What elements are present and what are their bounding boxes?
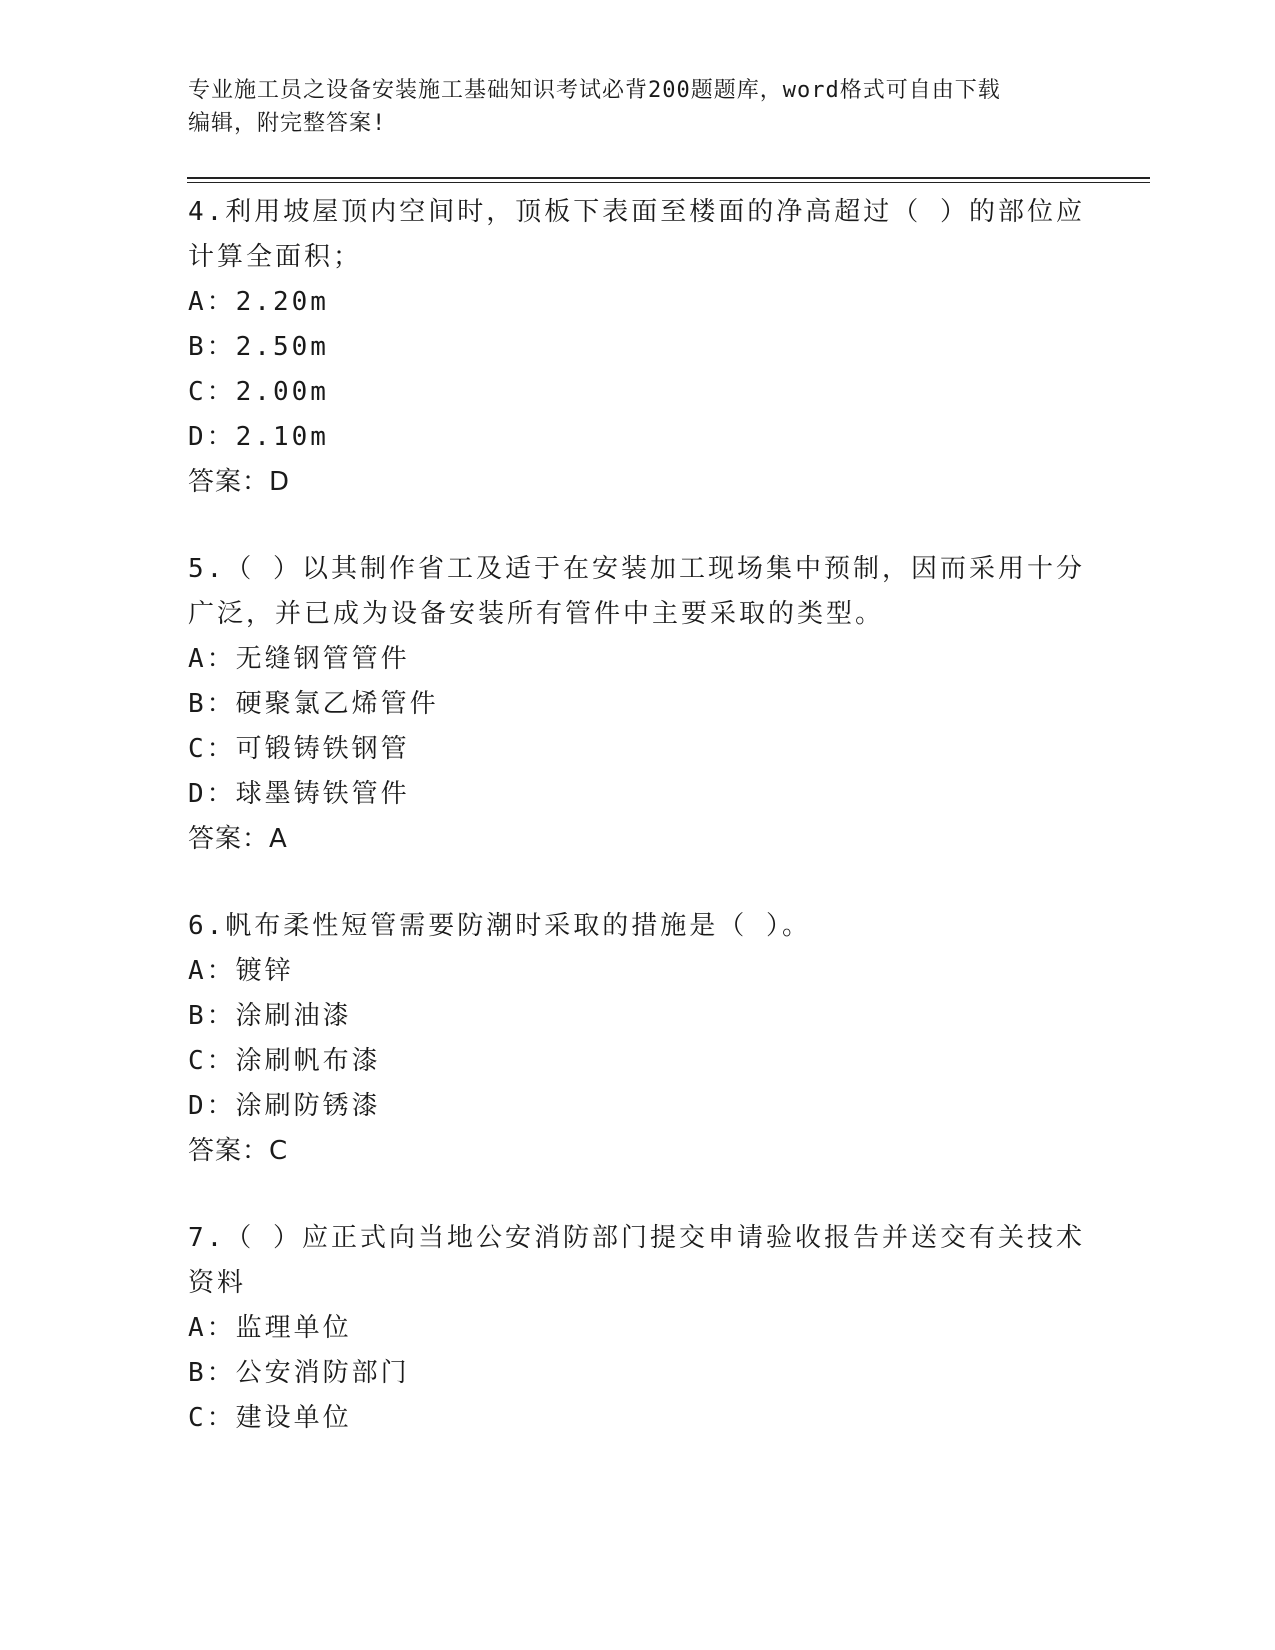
answer-option xyxy=(188,1351,1088,1396)
question-block xyxy=(188,1216,1088,1441)
option-text: 2.50m xyxy=(235,332,329,362)
option-text: 2.20m xyxy=(235,287,329,317)
answer-option xyxy=(188,370,1088,415)
option-text: 球墨铸铁管件 xyxy=(235,779,410,809)
question-spacer xyxy=(188,1173,1088,1216)
answer-option xyxy=(188,1396,1088,1441)
answer-option xyxy=(188,682,1088,727)
question-block xyxy=(188,547,1088,904)
question-block xyxy=(188,904,1088,1216)
answer-option xyxy=(188,772,1088,817)
question-spacer xyxy=(188,861,1088,904)
header-rule-thick xyxy=(187,177,1150,179)
option-text: 可锻铸铁钢管 xyxy=(235,734,410,764)
question-stem: 6.帆布柔性短管需要防潮时采取的措施是（ ）。 xyxy=(188,911,811,941)
header-rule-thin xyxy=(187,182,1150,183)
option-letter: B： xyxy=(188,1358,236,1388)
option-text: 硬聚氯乙烯管件 xyxy=(235,689,439,719)
answer-option xyxy=(188,415,1088,460)
option-text: 涂刷防锈漆 xyxy=(235,1091,381,1121)
option-letter: D： xyxy=(188,422,236,452)
option-text: 镀锌 xyxy=(235,956,294,986)
answer-key: 答案：C xyxy=(188,1136,289,1166)
option-text: 2.00m xyxy=(235,377,329,407)
answer-option xyxy=(188,1306,1088,1351)
option-letter: C： xyxy=(188,1046,236,1076)
option-text: 公安消防部门 xyxy=(235,1358,410,1388)
question-block xyxy=(188,190,1088,547)
question-list xyxy=(188,190,1088,1441)
answer-option xyxy=(188,1039,1088,1084)
answer-option xyxy=(188,994,1088,1039)
option-letter: D： xyxy=(188,1091,236,1121)
question-stem-continued: 计算全面积； xyxy=(188,242,363,272)
option-text: 监理单位 xyxy=(235,1313,352,1343)
answer-option xyxy=(188,949,1088,994)
option-letter: A： xyxy=(188,1313,236,1343)
option-letter: B： xyxy=(188,689,236,719)
option-letter: B： xyxy=(188,1001,236,1031)
option-letter: D： xyxy=(188,779,236,809)
option-letter: A： xyxy=(188,287,236,317)
option-letter: A： xyxy=(188,956,236,986)
option-letter: A： xyxy=(188,644,236,674)
answer-option xyxy=(188,727,1088,772)
option-letter: B： xyxy=(188,332,236,362)
option-letter: C： xyxy=(188,734,236,764)
question-spacer xyxy=(188,504,1088,547)
question-stem: 5.（ ）以其制作省工及适于在安装加工现场集中预制，因而采用十分 xyxy=(188,554,1085,584)
option-text: 建设单位 xyxy=(235,1403,352,1433)
header-line-1: 专业施工员之设备安装施工基础知识考试必背200题题库，word格式可自由下载 xyxy=(188,78,1001,103)
question-stem-continued: 广泛，并已成为设备安装所有管件中主要采取的类型。 xyxy=(188,599,885,629)
answer-key: 答案：A xyxy=(188,824,288,854)
question-stem-continued: 资料 xyxy=(188,1268,247,1298)
option-text: 涂刷油漆 xyxy=(235,1001,352,1031)
question-stem: 7.（ ）应正式向当地公安消防部门提交申请验收报告并送交有关技术 xyxy=(188,1223,1085,1253)
answer-option xyxy=(188,637,1088,682)
answer-option xyxy=(188,280,1088,325)
option-letter: C： xyxy=(188,377,236,407)
header-line-2: 编辑，附完整答案! xyxy=(188,111,387,136)
option-text: 2.10m xyxy=(235,422,329,452)
option-text: 涂刷帆布漆 xyxy=(235,1046,381,1076)
answer-option xyxy=(188,1084,1088,1129)
option-text: 无缝钢管管件 xyxy=(235,644,410,674)
document-header xyxy=(188,74,1068,140)
question-stem: 4.利用坡屋顶内空间时，顶板下表面至楼面的净高超过（ ）的部位应 xyxy=(188,197,1085,227)
answer-key: 答案：D xyxy=(188,467,291,497)
answer-option xyxy=(188,325,1088,370)
option-letter: C： xyxy=(188,1403,236,1433)
